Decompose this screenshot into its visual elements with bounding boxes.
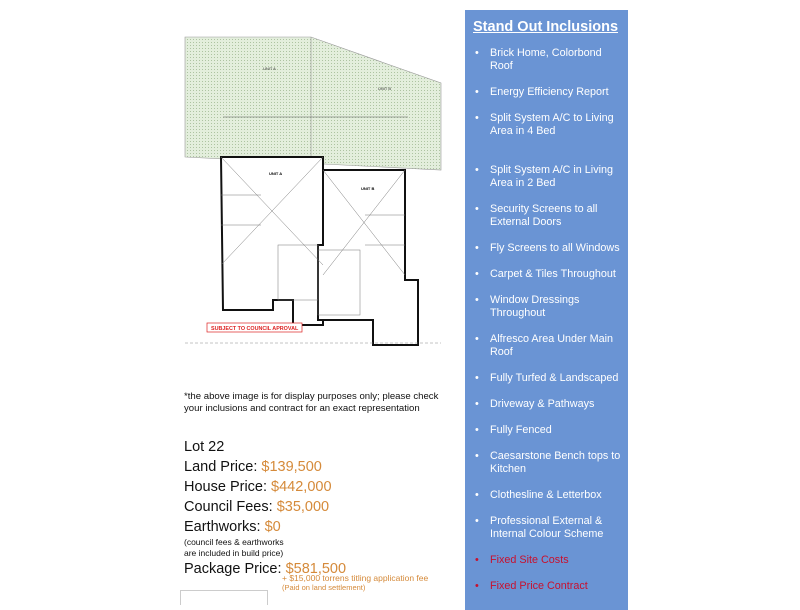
bullet-icon: • <box>475 580 479 592</box>
titling-fee-note: (Paid on land settlement) <box>282 583 366 592</box>
unit-b-outline <box>318 170 418 345</box>
inclusion-label: Caesarstone Bench tops to Kitchen <box>490 450 621 475</box>
bullet-icon: • <box>475 424 479 436</box>
council-fees-value: $35,000 <box>276 499 330 515</box>
inclusion-item <box>465 450 628 476</box>
bullet-icon: • <box>475 294 479 306</box>
inclusion-label: Energy Efficiency Report <box>490 86 609 98</box>
inclusion-label: Professional External & Internal Colour Scheme <box>490 515 604 540</box>
bullet-icon: • <box>475 554 479 566</box>
bullet-icon: • <box>475 112 479 124</box>
package-price-value: $581,500 <box>285 561 347 577</box>
inclusion-label: Brick Home, Colorbond Roof <box>490 47 602 72</box>
bullet-icon: • <box>475 164 479 176</box>
unit-b-label: UNIT B <box>361 186 375 191</box>
lot-number: Lot 22 <box>184 439 225 455</box>
inclusion-item <box>465 580 628 593</box>
bullet-icon: • <box>475 489 479 501</box>
inclusion-item <box>465 489 628 502</box>
inclusion-label: Clothesline & Letterbox <box>490 489 602 501</box>
disclaimer-text: *the above image is for display purposes only; please check your inclusions and contract for an exact representation <box>184 391 439 414</box>
unit-a-pos-label: UNIT A <box>263 66 276 71</box>
inclusion-item <box>465 398 628 411</box>
inclusion-label: Fixed Price Contract <box>490 580 588 592</box>
council-fees <box>184 497 346 517</box>
inclusion-item <box>465 112 628 138</box>
bullet-icon: • <box>475 86 479 98</box>
house-price <box>184 477 346 497</box>
package-price-label: Package Price: <box>184 561 286 577</box>
inclusion-label: Fly Screens to all Windows <box>490 242 620 254</box>
inclusion-label: Fixed Site Costs <box>490 554 569 566</box>
bullet-icon: • <box>475 203 479 215</box>
inclusion-label: Carpet & Tiles Throughout <box>490 268 616 280</box>
inclusion-item <box>465 242 628 255</box>
bullet-icon: • <box>475 450 479 462</box>
inclusion-label: Alfresco Area Under Main Roof <box>490 333 614 358</box>
land-price <box>184 457 346 477</box>
inclusion-label: Driveway & Pathways <box>490 398 595 410</box>
inclusion-item <box>465 424 628 437</box>
earthworks-value: $0 <box>264 519 281 535</box>
fees-note-line2: are included in build price) <box>184 548 284 558</box>
titling-fee <box>282 573 428 593</box>
inclusion-label: Fully Fenced <box>490 424 552 436</box>
bullet-icon: • <box>475 372 479 384</box>
house-price-label: House Price: <box>184 479 272 495</box>
inclusion-label: Security Screens to all External Doors <box>490 203 598 228</box>
floor-plan-drawing <box>183 35 443 350</box>
inclusion-label: Fully Turfed & Landscaped <box>490 372 619 384</box>
inclusion-item <box>465 203 628 229</box>
inclusion-item <box>465 294 628 320</box>
land-price-value: $139,500 <box>261 459 322 475</box>
inclusion-item <box>465 372 628 385</box>
unit-a-label: UNIT A <box>269 171 283 176</box>
unit-b-pos-label: UNIT B <box>378 86 392 91</box>
inclusion-item <box>465 515 628 541</box>
house-price-value: $442,000 <box>271 479 332 495</box>
inclusion-item <box>465 268 628 281</box>
inclusion-item <box>465 164 628 190</box>
earthworks-label: Earthworks: <box>184 519 265 535</box>
bullet-icon: • <box>475 47 479 59</box>
inclusion-label: Split System A/C to Living Area in 4 Bed <box>490 112 614 137</box>
inclusion-item <box>465 333 628 359</box>
inclusion-item <box>465 47 628 73</box>
bullet-icon: • <box>475 242 479 254</box>
bullet-icon: • <box>475 398 479 410</box>
land-price-label: Land Price: <box>184 459 262 475</box>
fees-note-line1: (council fees & earthworks <box>184 537 284 547</box>
bullet-icon: • <box>475 268 479 280</box>
inclusions-panel <box>465 10 628 610</box>
council-approval-stamp: SUBJECT TO COUNCIL APROVAL <box>211 326 299 332</box>
earthworks <box>184 517 346 537</box>
inclusions-list <box>465 47 628 593</box>
bullet-icon: • <box>475 515 479 527</box>
inclusion-item <box>465 86 628 99</box>
inclusion-label: Split System A/C in Living Area in 2 Bed <box>490 164 614 189</box>
council-fees-label: Council Fees: <box>184 499 277 515</box>
bullet-icon: • <box>475 333 479 345</box>
pricing-block <box>184 437 346 579</box>
inclusion-label: Window Dressings Throughout <box>490 294 580 319</box>
titling-fee-text: + $15,000 torrens titling application fee <box>282 573 429 583</box>
garden-area <box>185 37 441 170</box>
inclusion-item <box>465 554 628 567</box>
empty-box <box>180 590 268 605</box>
inclusions-title: Stand Out Inclusions <box>473 19 619 35</box>
